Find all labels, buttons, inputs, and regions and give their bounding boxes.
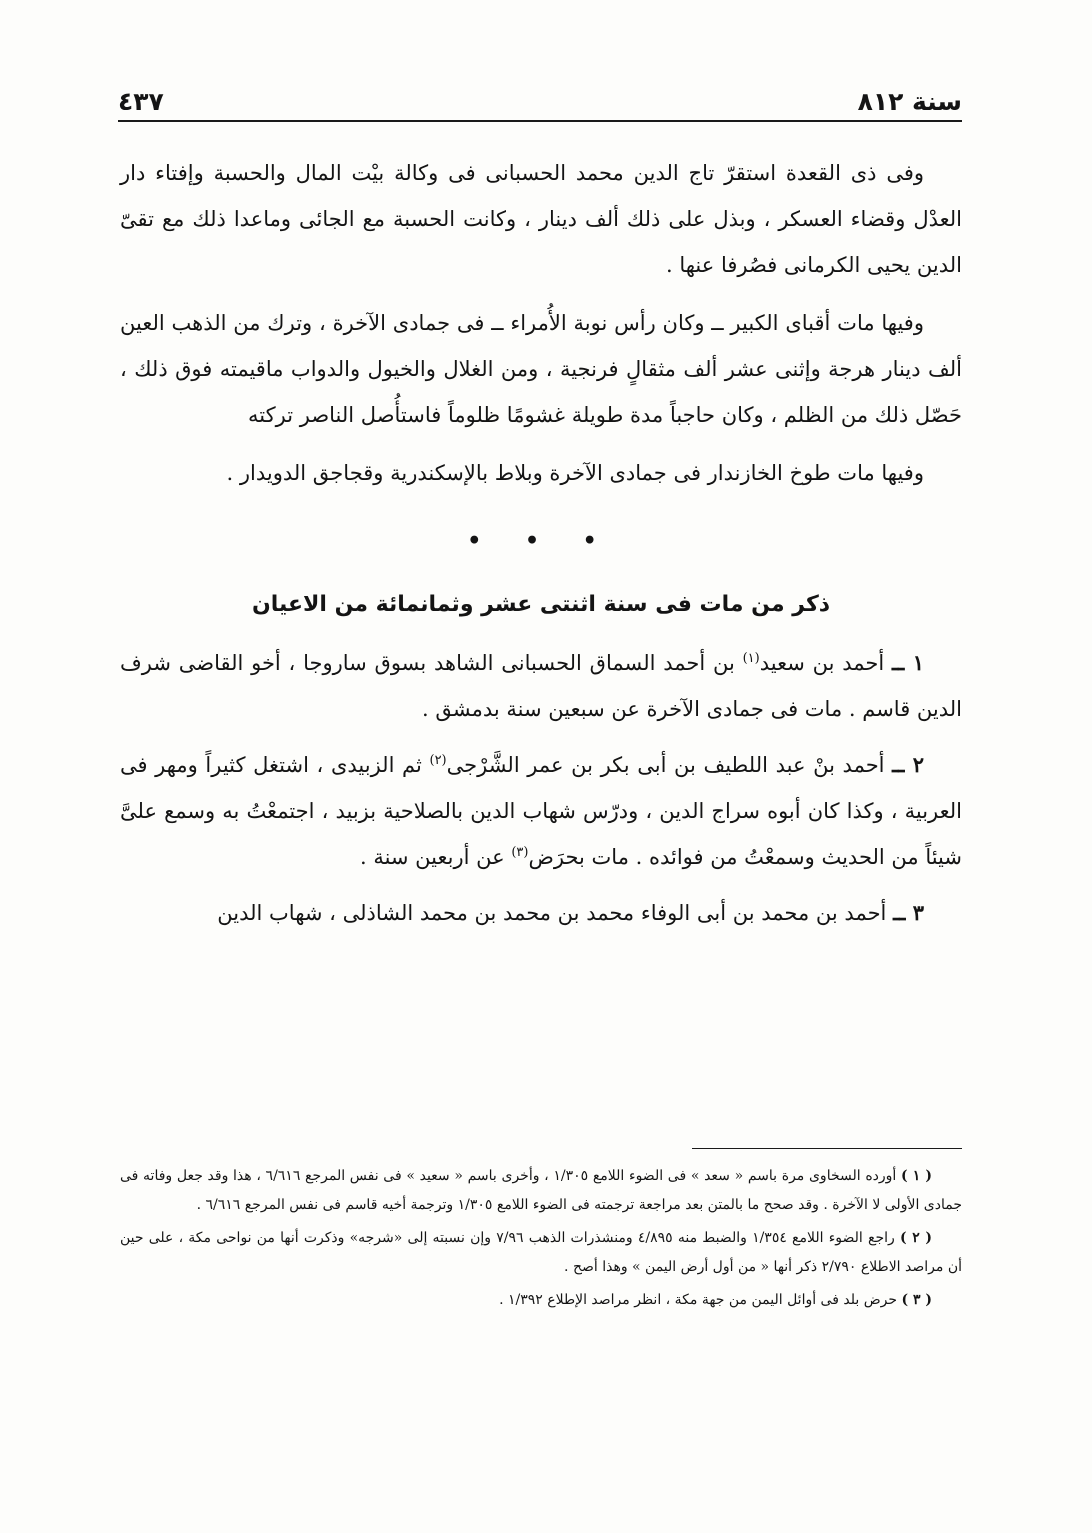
- footnote-text: أورده السخاوى مرة باسم « سعد » فى الضوء اللامع ١/٣٠٥ ، وأخرى باسم « سعيد » فى نفس المرجع ٦/٦١٦ ، هذا وقد جعل وفاته فى جمادى الأولى لا الآخرة . وقد صحح ما بالمتن بعد مراجعة ترجمته فى الضوء اللامع ١/٣٠٥ وترجمة أخيه قاسم فى نفس المرجع ٦/٦١٦ .: [120, 1168, 962, 1213]
- footnote-ref: (٢): [429, 753, 447, 768]
- footnote: [120, 1224, 962, 1282]
- footnote-number: ( ٣ ): [901, 1292, 932, 1308]
- entry-text: عن أربعين سنة .: [359, 845, 505, 869]
- entry-text: ثم الزبيدى ، اشتغل كثيراً ومهر فى العربية ، وكذا كان أبوه سراج الدين ، ودرّس شهاب الدين بالصلاحية بزبيد ، اجتمعْتُ به وسمع علىَّ شيئاً من الحديث وسمعْتُ من فوائده . مات بحرَض: [120, 753, 962, 869]
- biography-entry: [120, 742, 962, 880]
- footnote-text: راجع الضوء اللامع ١/٣٥٤ والضبط منه ٤/٨٩٥ ومنشذرات الذهب ٧/٩٦ وإن نسبته إلى «شرجه» وذكرت أنها من نواحى مكة ، على حين أن مراصد الاطلاع ٢/٧٩٠ ذكر أنها « من أول أرض اليمن » وهذا أصح .: [120, 1230, 962, 1275]
- entry-text: بن أحمد السماق الحسبانى الشاهد بسوق ساروجا ، أخو القاضى شرف الدين قاسم . مات فى جمادى الآخرة عن سبعين سنة بدمشق .: [120, 651, 962, 721]
- footnote-ref: (١): [742, 651, 760, 666]
- header-rule: [118, 120, 962, 122]
- main-text: [120, 150, 962, 946]
- entry-text: أحمد بن محمد بن أبى الوفاء محمد بن محمد بن محمد الشاذلى ، شهاب الدين: [217, 901, 887, 925]
- paragraph: وفيها مات طوخ الخازندار فى جمادى الآخرة وبلاط بالإسكندرية وقجاجق الدويدار .: [226, 461, 924, 485]
- footnotes: [120, 1162, 962, 1319]
- footnote-ref: (٣): [511, 845, 529, 860]
- biography-entry: [120, 640, 962, 732]
- footnote-number: ( ١ ): [901, 1168, 932, 1184]
- entry-number: ١ ــ: [891, 650, 924, 675]
- footnote-text: حرض بلد فى أوائل اليمن من جهة مكة ، انظر مراصد الإطلاع ١/٣٩٢ .: [499, 1292, 898, 1308]
- footnote: [120, 1162, 962, 1220]
- entry-number: ٣ ــ: [893, 900, 924, 925]
- footnote-rule: [692, 1148, 962, 1149]
- paragraph: وفى ذى القعدة استقرّ تاج الدين محمد الحسبانى فى وكالة بيْت المال والحسبة وإفتاء دار العدْل وقضاء العسكر ، وبذل على ذلك ألف دينار ، وكانت الحسبة مع الجائى وماعدا ذلك مع تقىّ الدين يحيى الكرمانى فصُرفا عنها .: [120, 161, 962, 277]
- section-ornament: • • •: [467, 528, 615, 554]
- section-heading: ذكر من مات فى سنة اثنتى عشر وثمانمائة من الاعيان: [251, 592, 831, 617]
- entry-text: أحمد بن سعيد: [759, 651, 885, 675]
- page-number: ٤٣٧: [118, 87, 164, 116]
- entry-number: ٢ ــ: [892, 752, 924, 777]
- paragraph: وفيها مات أقباى الكبير ــ وكان رأس نوبة الأُمراء ــ فى جمادى الآخرة ، وترك من الذهب العين ألف دينار هرجة وإثنى عشر ألف مثقالٍ فرنجية ، ومن الغلال والخيول والدواب ماقيمته فوق ذلك ، حَصّل ذلك من الظلم ، وكان حاجباً مدة طويلة غشومًا ظلوماً فاستأُصل الناصر تركته: [120, 311, 962, 427]
- footnote-number: ( ٢ ): [899, 1230, 933, 1246]
- running-head-year: سنة ٨١٢: [857, 87, 962, 116]
- page-header: [118, 70, 962, 116]
- footnote: [120, 1286, 962, 1315]
- biography-entry: [120, 890, 962, 936]
- entry-text: أحمد بنْ عبد اللطيف بن أبى بكر بن عمر الشَّرْجى: [446, 753, 885, 777]
